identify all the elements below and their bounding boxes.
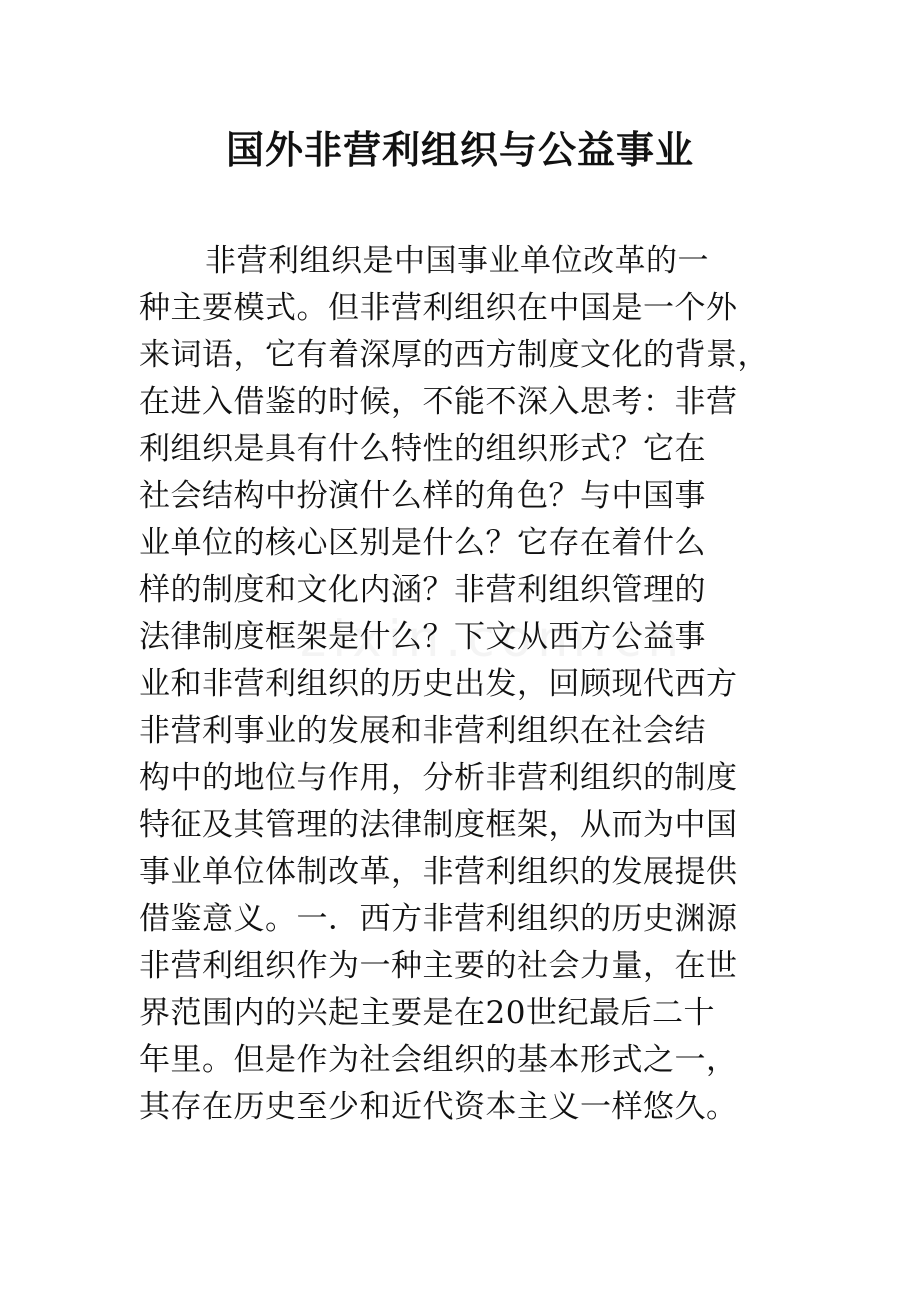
body-line: 利组织是具有什么特性的组织形式？它在	[139, 431, 706, 467]
document-title: 国外非营利组织与公益事业	[225, 128, 694, 172]
body-line: 来词语，它有着深厚的西方制度文化的背景，	[139, 337, 769, 373]
body-line: 业和非营利组织的历史出发，回顾现代西方	[139, 666, 738, 702]
body-line: 界范围内的兴起主要是在20世纪最后二十	[139, 995, 715, 1031]
body-line: 非营利事业的发展和非营利组织在社会结	[139, 713, 706, 749]
body-line: 种主要模式。但非营利组织在中国是一个外	[139, 290, 738, 326]
body-line: 借鉴意义。一．西方非营利组织的历史渊源	[139, 901, 738, 937]
body-line: 非营利组织是中国事业单位改革的一	[205, 243, 709, 279]
body-line: 社会结构中扮演什么样的角色？与中国事	[139, 478, 706, 514]
body-line: 年里。但是作为社会组织的基本形式之一，	[139, 1042, 738, 1078]
body-line: 法律制度框架是什么？下文从西方公益事	[139, 619, 706, 655]
body-line: 构中的地位与作用，分析非营利组织的制度	[139, 760, 738, 796]
body-line: 在进入借鉴的时候，不能不深入思考：非营	[139, 384, 738, 420]
body-line: 非营利组织作为一种主要的社会力量，在世	[139, 948, 738, 984]
body-line: 业单位的核心区别是什么？它存在着什么	[139, 525, 706, 561]
body-line: 其存在历史至少和近代资本主义一样悠久。	[139, 1089, 738, 1125]
body-line: 样的制度和文化内涵？非营利组织管理的	[139, 572, 706, 608]
body-line: 特征及其管理的法律制度框架，从而为中国	[139, 807, 738, 843]
document-body	[139, 238, 799, 1131]
body-line: 事业单位体制改革，非营利组织的发展提供	[139, 854, 738, 890]
